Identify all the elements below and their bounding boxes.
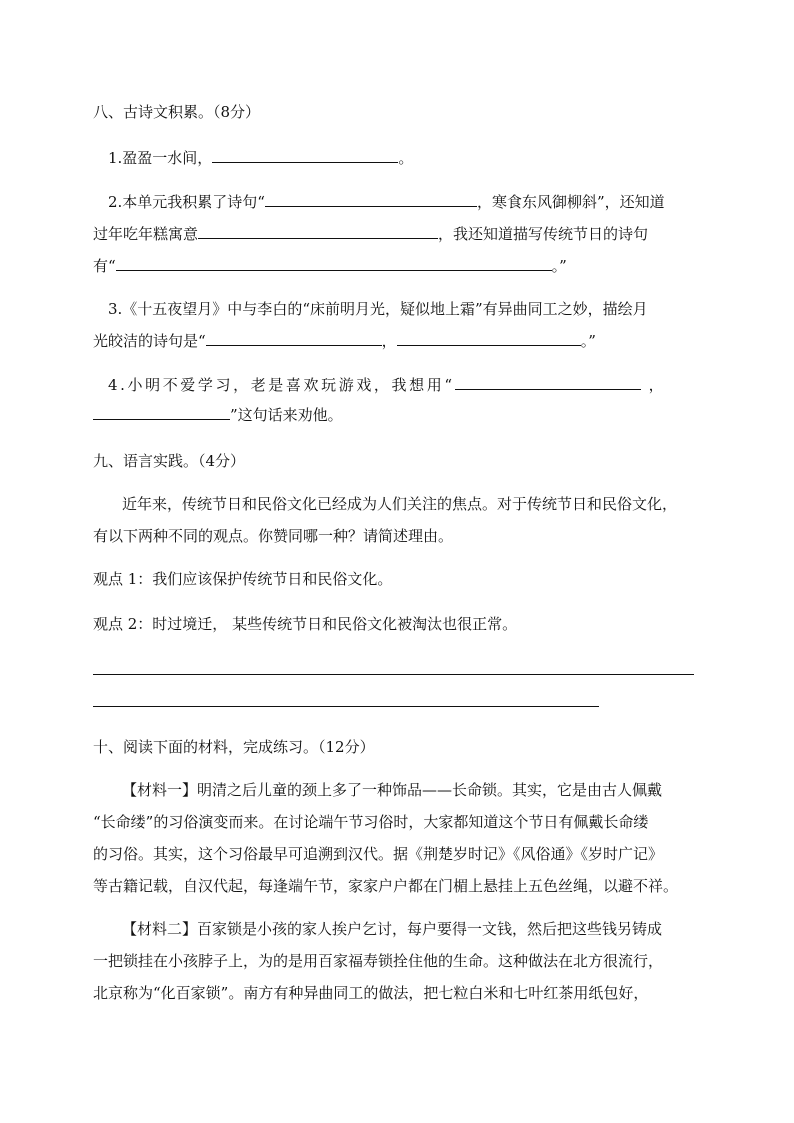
viewpoint-2: 观点 2：时过境迁， 某些传统节日和民俗文化被淘汰也很正常。 <box>93 615 518 633</box>
q1-answer-blank[interactable] <box>212 148 398 163</box>
q2-blank-3[interactable] <box>116 256 552 271</box>
material-2-line-3: 北京称为“化百家锁”。南方有种异曲同工的做法，把七粒白米和七叶红茶用纸包好， <box>93 984 649 1002</box>
material-1-line-2: “长命缕”的习俗演变而来。在讨论端午节习俗时，大家都知道这个节日有佩戴长命缕 <box>93 813 649 831</box>
question-8-4-line-1 <box>108 375 664 395</box>
question-8-2-line-2 <box>93 224 648 244</box>
q3-line2-mid: ， <box>381 332 397 350</box>
q3-blank-1[interactable] <box>206 331 382 346</box>
answer-line-2[interactable] <box>93 706 599 707</box>
question-8-3-line-2 <box>93 331 596 351</box>
q2-line3-suffix: 。” <box>551 257 567 275</box>
question-8-4-line-2 <box>93 405 343 425</box>
material-2-line-2: 一把锁挂在小孩脖子上，为的是用百家福寿锁拴住他的生命。这种做法在北方很流行， <box>93 952 664 970</box>
q4-line1-prefix: 4.小明不爱学习，老是喜欢玩游戏，我想用“ <box>108 376 455 394</box>
answer-line-1[interactable] <box>93 674 694 675</box>
material-1-line-3: 的习俗。其实，这个习俗最早可追溯到汉代。据《荆楚岁时记》《风俗通》《岁时广记》 <box>93 845 664 863</box>
q3-blank-2[interactable] <box>397 331 581 346</box>
question-8-2-line-1 <box>108 192 665 212</box>
q4-line2-suffix: ”这句话来劝他。 <box>230 406 343 424</box>
section-10-heading: 十、阅读下面的材料，完成练习。（12分） <box>93 738 375 756</box>
q4-blank-1[interactable] <box>455 375 641 390</box>
q2-line1-suffix: ，寒食东风御柳斜”，还知道 <box>476 193 665 211</box>
material-2-line-1: 【材料二】百家锁是小孩的家人挨户乞讨，每户要得一文钱，然后把这些钱另铸成 <box>122 920 663 938</box>
q2-line2-prefix: 过年吃年糕寓意 <box>93 225 199 243</box>
section-9-heading: 九、语言实践。（4分） <box>93 452 246 470</box>
q2-blank-2[interactable] <box>198 224 438 239</box>
material-1-line-1: 【材料一】明清之后儿童的颈上多了一种饰品——长命锁。其实，它是由古人佩戴 <box>122 781 663 799</box>
viewpoint-1: 观点 1：我们应该保护传统节日和民俗文化。 <box>93 570 393 588</box>
q4-blank-2[interactable] <box>93 405 230 420</box>
q2-line1-prefix: 2.本单元我积累了诗句“ <box>108 193 265 211</box>
q2-line2-suffix: ，我还知道描写传统节日的诗句 <box>438 225 649 243</box>
question-8-3-line-1: 3.《十五夜望月》中与李白的“床前明月光，疑似地上霜”有异曲同工之妙，描绘月 <box>108 300 648 318</box>
q3-line2-suffix: 。” <box>580 332 596 350</box>
q4-line1-suffix: ， <box>648 376 664 394</box>
question-8-1 <box>108 148 413 168</box>
q1-suffix: 。 <box>398 149 414 167</box>
q2-line3-prefix: 有“ <box>93 257 116 275</box>
question-8-2-line-3 <box>93 256 567 276</box>
section-9-intro-line-2: 有以下两种不同的观点。你赞同哪一种？请简述理由。 <box>93 527 454 545</box>
material-1-line-4: 等古籍记载，自汉代起，每逢端午节，家家户户都在门楣上悬挂上五色丝绳，以避不祥。 <box>93 877 679 895</box>
q1-prefix: 1.盈盈一水间， <box>108 149 213 167</box>
q3-line2-prefix: 光皎洁的诗句是“ <box>93 332 206 350</box>
q2-blank-1[interactable] <box>265 192 477 207</box>
section-8-heading: 八、古诗文积累。（8分） <box>93 103 261 121</box>
section-9-intro-line-1: 近年来，传统节日和民俗文化已经成为人们关注的焦点。对于传统节日和民俗文化， <box>122 495 678 513</box>
